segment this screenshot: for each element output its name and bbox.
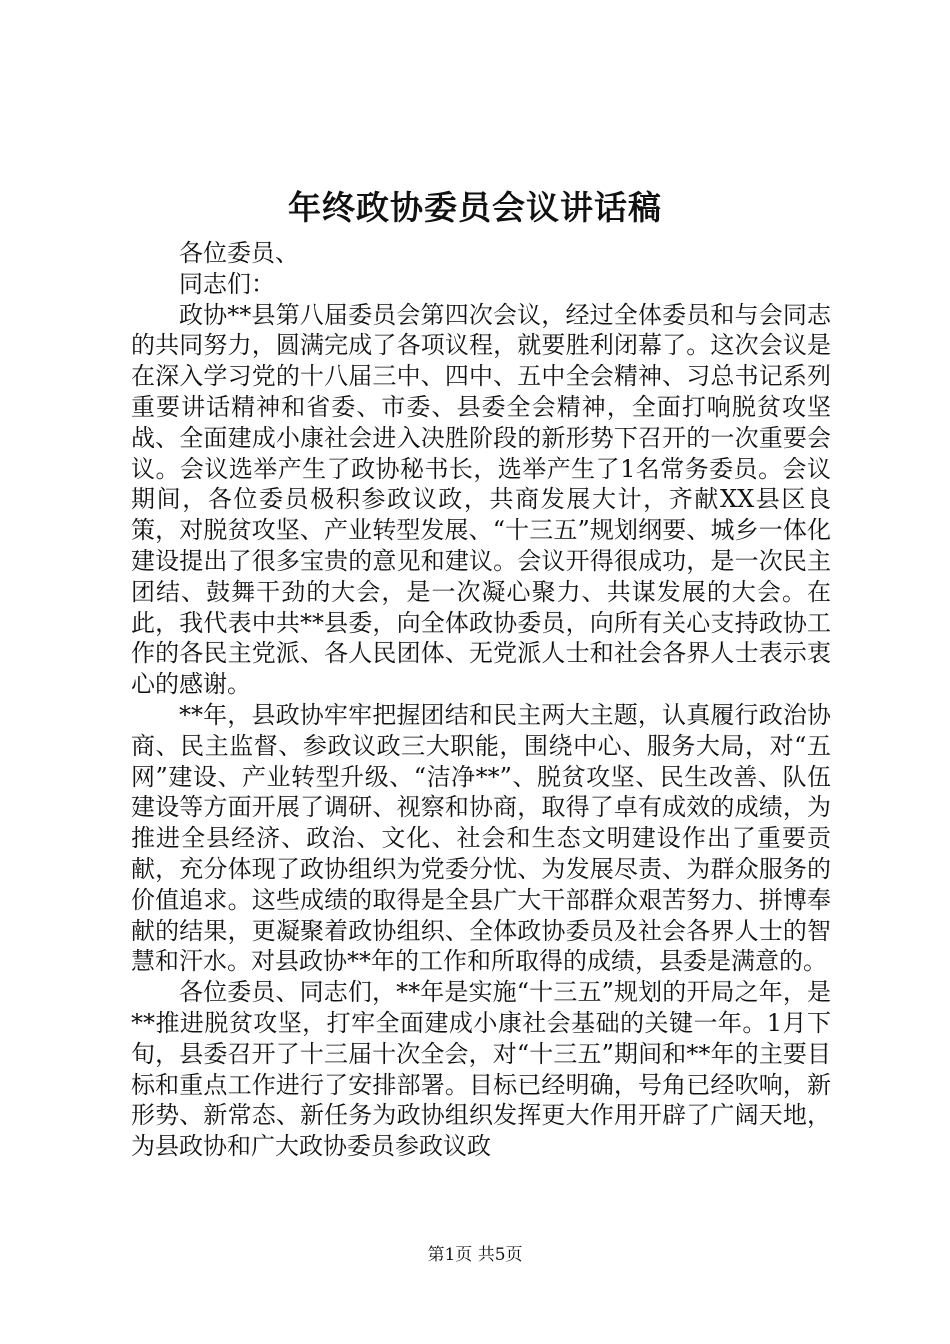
page-footer: 第1页 共5页 xyxy=(427,1245,523,1265)
salutation-line: 同志们： xyxy=(179,269,275,298)
document-title: 年终政协委员会议讲话稿 xyxy=(288,188,662,227)
document-body xyxy=(131,238,831,1162)
body-paragraph: 各位委员、同志们，**年是实施“十三五”规划的开局之年，是**推进脱贫攻坚，打牢全面建成小康社会基础的关键一年。1月下旬，县委召开了十三届十次全会，对“十三五”期间和**年的主要目标和重点工作进行了安排部署。目标已经明确，号角已经吹响，新形势、新常态、新任务为政协组织发挥更大作用开辟了广阔天地，为县政协和广大政协委员参政议政 xyxy=(131,978,831,1161)
body-paragraph: **年，县政协牢牢把握团结和民主两大主题，认真履行政治协商、民主监督、参政议政三大职能，围绕中心、服务大局，对“五网”建设、产业转型升级、“洁净**”、脱贫攻坚、民生改善、队伍建设等方面开展了调研、视察和协商，取得了卓有成效的成绩，为推进全县经济、政治、文化、社会和生态文明建设作出了重要贡献，充分体现了政协组织为党委分忧、为发展尽责、为群众服务的价值追求。这些成绩的取得是全县广大干部群众艰苦努力、拼博奉献的结果，更凝聚着政协组织、全体政协委员及社会各界人士的智慧和汗水。对县政协**年的工作和所取得的成绩，县委是满意的。 xyxy=(131,700,831,976)
salutation-line: 各位委员、 xyxy=(179,239,299,267)
body-paragraph: 政协**县第八届委员会第四次会议，经过全体委员和与会同志的共同努力，圆满完成了各项议程，就要胜利闭幕了。这次会议是在深入学习党的十八届三中、四中、五中全会精神、习总书记系列重要讲话精神和省委、市委、县委全会精神，全面打响脱贫攻坚战、全面建成小康社会进入决胜阶段的新形势下召开的一次重要会议。会议选举产生了政协秘书长，选举产生了1名常务委员。会议期间，各位委员极积参政议政，共商发展大计，齐献XX县区良策，对脱贫攻坚、产业转型发展、“十三五”规划纲要、城乡一体化建设提出了很多宝贵的意见和建议。会议开得很成功，是一次民主团结、鼓舞干劲的大会，是一次凝心聚力、共谋发展的大会。在此，我代表中共**县委，向全体政协委员，向所有关心支持政协工作的各民主党派、各人民团体、无党派人士和社会各界人士表示衷心的感谢。 xyxy=(131,300,831,699)
